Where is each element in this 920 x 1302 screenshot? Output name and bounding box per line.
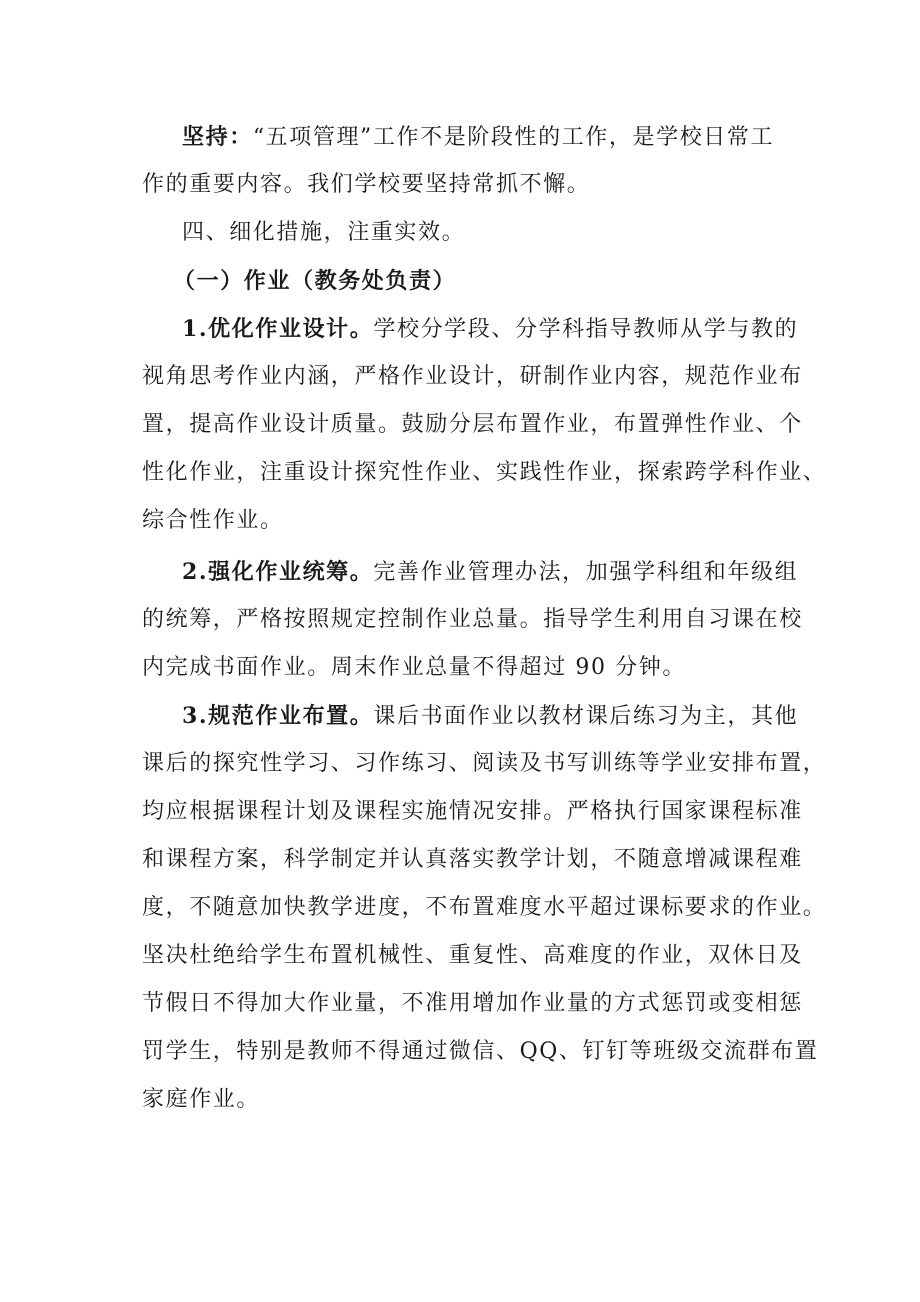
item-3-line-4: 和课程方案，科学制定并认真落实教学计划，不随意增减课程难 xyxy=(142,847,803,872)
para-persist-text: “五项管理”工作不是阶段性的工作，是学校日常工 xyxy=(252,125,775,150)
item-3-line-1 xyxy=(182,701,798,732)
item-1-text: 学校分学段、分学科指导教师从学与教的 xyxy=(373,317,799,342)
item-2-line-3: 内完成书面作业。周末作业总量不得超过 90 分钟。 xyxy=(142,655,686,680)
item-3-lead: 3.规范作业布置。 xyxy=(182,703,374,729)
item-3-line-2: 课后的探究性学习、习作练习、阅读及书写训练等学业安排布置， xyxy=(142,751,827,776)
item-3-line-3: 均应根据课程计划及课程实施情况安排。严格执行国家课程标准 xyxy=(142,799,803,824)
item-3-line-7: 节假日不得加大作业量，不准用增加作业量的方式惩罚或变相惩 xyxy=(142,991,803,1016)
subsection-heading: （一）作业（教务处负责） xyxy=(173,268,457,294)
item-3-line-5: 度，不随意加快教学进度，不布置难度水平超过课标要求的作业。 xyxy=(142,895,827,920)
item-1-line-4: 性化作业，注重设计探究性作业、实践性作业，探索跨学科作业、 xyxy=(142,460,827,485)
item-2-text: 完善作业管理办法，加强学科组和年级组 xyxy=(373,560,799,585)
item-3-text: 课后书面作业以教材课后练习为主，其他 xyxy=(373,704,799,729)
item-1-line-5: 综合性作业。 xyxy=(142,508,284,533)
item-2-line-1 xyxy=(182,557,798,588)
para-persist-line-1 xyxy=(182,122,774,153)
para-persist-lead: 坚持： xyxy=(182,124,253,150)
item-1-line-2: 视角思考作业内涵，严格作业设计，研制作业内容，规范作业布 xyxy=(142,364,803,389)
item-1-lead: 1.优化作业设计。 xyxy=(182,316,374,342)
item-3-line-6: 坚决杜绝给学生布置机械性、重复性、高难度的作业，双休日及 xyxy=(142,943,803,968)
item-2-lead: 2.强化作业统筹。 xyxy=(182,559,374,585)
item-2-line-2: 的统筹，严格按照规定控制作业总量。指导学生利用自习课在校 xyxy=(142,607,803,632)
item-3-line-9: 家庭作业。 xyxy=(142,1087,261,1112)
item-1-line-3: 置，提高作业设计质量。鼓励分层布置作业，布置弹性作业、个 xyxy=(142,412,803,437)
item-3-line-8: 罚学生，特别是教师不得通过微信、QQ、钉钉等班级交流群布置 xyxy=(142,1039,819,1064)
item-1-line-1 xyxy=(182,314,798,345)
para-persist-line-2: 作的重要内容。我们学校要坚持常抓不懈。 xyxy=(142,172,591,197)
section-heading: 四、细化措施，注重实效。 xyxy=(182,220,466,245)
